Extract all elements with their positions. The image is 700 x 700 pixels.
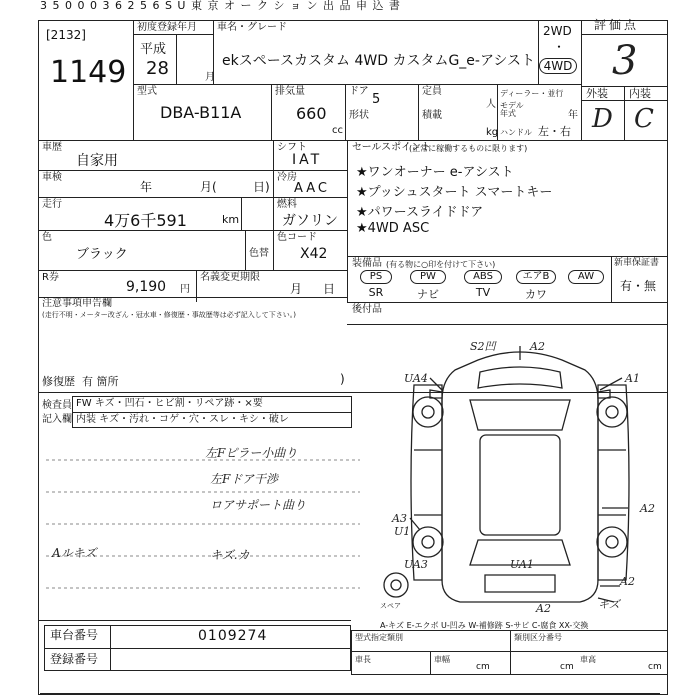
equip-airbag: エアB bbox=[516, 270, 556, 284]
inspection-year-unit: 年 bbox=[140, 180, 153, 194]
equip-leather: カワ bbox=[525, 288, 547, 301]
recycle-unit: 円 bbox=[180, 284, 190, 295]
shift-value: IAT bbox=[292, 152, 323, 168]
exterior-label: 外装 bbox=[586, 87, 608, 100]
interior-value: C bbox=[634, 104, 654, 134]
lot-id: [2132] bbox=[46, 28, 86, 42]
length-unit: cm bbox=[476, 662, 490, 672]
type-label: 型式 bbox=[137, 86, 157, 97]
drive-4wd-circled: 4WD bbox=[539, 58, 577, 74]
color-change-label: 色替 bbox=[249, 248, 269, 259]
post-fit-label: 後付品 bbox=[352, 304, 382, 315]
mileage-value: 4万6千591 bbox=[104, 211, 187, 230]
interior-label: 内装 bbox=[629, 87, 651, 100]
displacement-unit: cc bbox=[332, 125, 343, 136]
displacement-value: 660 bbox=[296, 104, 327, 123]
damage-legend: A-キズ E-エクボ U-凹み W-補修跡 S-サビ C-腐食 XX-交換 bbox=[380, 621, 589, 630]
car-damage-diagram bbox=[370, 330, 668, 620]
capacity-unit: 人 bbox=[486, 99, 496, 110]
usage-label: 車歴 bbox=[42, 142, 62, 153]
type-value: DBA-B11A bbox=[160, 103, 242, 122]
ac-value: AAC bbox=[294, 181, 330, 196]
recycle-label: R券 bbox=[42, 272, 59, 283]
registration-month-unit: 月 bbox=[205, 72, 215, 83]
dealer-label: ディーラー・並行 bbox=[500, 89, 564, 98]
shift-label: シフト bbox=[277, 142, 307, 153]
displacement-label: 排気量 bbox=[275, 86, 305, 97]
handwritten-note-3: ロアサポート曲り bbox=[210, 498, 307, 512]
inspection-label: 車検 bbox=[42, 172, 62, 183]
diagram-label-kizu: キズ bbox=[598, 598, 620, 611]
diagram-label-s2: S2凹 bbox=[470, 340, 496, 353]
load-unit: kg bbox=[486, 127, 499, 138]
registration-number-label: 登録番号 bbox=[50, 652, 99, 666]
diagram-label-a2-rear: A2 bbox=[620, 575, 635, 588]
diagram-label-u1: U1 bbox=[394, 525, 411, 538]
score-value: 3 bbox=[612, 38, 638, 84]
chassis-label: 車台番号 bbox=[50, 628, 99, 642]
doors-value: 5 bbox=[372, 92, 381, 107]
repair-value: 有 箇所 bbox=[82, 375, 119, 388]
usage-value: 自家用 bbox=[76, 153, 118, 169]
top-strip: 3 5 0 0 0 3 6 2 5 6 S U 東 京 オ ー ク シ ョ ン 出 品 申 込 書 bbox=[40, 0, 401, 12]
height-unit: cm bbox=[648, 662, 662, 672]
notice-label: 名義変更期限 bbox=[200, 272, 260, 283]
notice-month: 月 bbox=[290, 282, 303, 296]
diagram-label-ua1: UA1 bbox=[510, 558, 534, 571]
mileage-label: 走行 bbox=[42, 199, 62, 210]
equip-sr: SR bbox=[368, 286, 384, 299]
equip-abs: ABS bbox=[464, 270, 502, 284]
registration-label: 初度登録年月 bbox=[137, 22, 197, 33]
handwritten-note-2: 左Fドア干渉 bbox=[210, 472, 278, 486]
class-number-label: 類別区分番号 bbox=[514, 633, 562, 642]
diagram-label-a1: A1 bbox=[625, 372, 640, 385]
length-label: 車長 bbox=[355, 655, 371, 664]
handwritten-note-1: 左Fピラー小曲り bbox=[205, 446, 298, 460]
registration-era: 平成 bbox=[140, 42, 167, 57]
model-year-unit: 年 bbox=[568, 110, 578, 121]
color-code-label: 色コード bbox=[277, 232, 317, 243]
diagram-label-a2-top: A2 bbox=[530, 340, 545, 353]
equip-pw: PW bbox=[410, 270, 446, 284]
diagram-label-ua3: UA3 bbox=[404, 558, 428, 571]
equip-tv: TV bbox=[475, 286, 491, 299]
diagram-label-a3: A3 bbox=[392, 512, 407, 525]
drive-dot: ・ bbox=[553, 40, 566, 54]
score-label: 評価点 bbox=[594, 18, 640, 32]
inspector-label-1: 検査員 bbox=[42, 400, 72, 411]
fuel-value: ガソリン bbox=[282, 213, 338, 229]
inspector-row-2: 内装 キズ・汚れ・コゲ・穴・スレ・キシ・破レ bbox=[76, 414, 289, 425]
height-label: 車高 bbox=[580, 655, 596, 664]
selling-point-1: ★ワンオーナー e-アシスト bbox=[356, 165, 514, 180]
notice-day: 日 bbox=[323, 282, 336, 296]
handle-value: 左・右 bbox=[538, 125, 571, 138]
exterior-value: D bbox=[592, 104, 613, 134]
warranty-label: 新車保証書 bbox=[614, 258, 660, 268]
handwritten-right-note: キズ.カ bbox=[210, 548, 250, 562]
inspector-label-2: 記入欄 bbox=[42, 414, 72, 425]
mileage-unit: km bbox=[222, 213, 240, 226]
capacity-label: 定員 bbox=[422, 86, 442, 97]
selling-point-4: ★4WD ASC bbox=[356, 221, 430, 236]
chassis-value: 0109274 bbox=[198, 628, 268, 644]
width-unit: cm bbox=[560, 662, 574, 672]
model-year-label: モデル年式 bbox=[500, 101, 524, 118]
repair-label: 修復歴 bbox=[42, 375, 75, 388]
drive-2wd: 2WD bbox=[543, 24, 572, 38]
notes-title: 注意事項申告欄 bbox=[42, 298, 112, 309]
model-name-label: 車名・グレード bbox=[217, 22, 287, 33]
diagram-label-a2-bottom: A2 bbox=[536, 602, 551, 615]
equipment-subtitle: (有る物に○印を付けて下さい) bbox=[386, 260, 496, 269]
selling-point-3: ★パワースライドドア bbox=[356, 205, 484, 220]
equip-navi: ナビ bbox=[417, 288, 439, 301]
lot-number: 1149 bbox=[50, 55, 127, 90]
diagram-label-spare: スペア bbox=[380, 602, 401, 610]
warranty-value: 有・無 bbox=[620, 279, 657, 293]
color-label: 色 bbox=[42, 232, 52, 243]
diagram-label-a2-right: A2 bbox=[640, 502, 655, 515]
handwritten-left-note: Aルキズ bbox=[52, 546, 97, 560]
inspection-month-unit: 月( bbox=[200, 180, 217, 194]
inspector-row-1: FW キズ・凹石・ヒビ割・リペア跡・×要 bbox=[76, 398, 263, 409]
inspection-day-unit: 日) bbox=[253, 180, 270, 194]
repair-close: ) bbox=[340, 372, 345, 386]
equip-aw: AW bbox=[568, 270, 604, 284]
diagram-label-ua4: UA4 bbox=[404, 372, 428, 385]
fuel-label: 燃料 bbox=[277, 199, 297, 210]
doors-label: ドア bbox=[349, 86, 369, 97]
handle-label: ハンドル bbox=[500, 128, 532, 137]
recycle-value: 9,190 bbox=[126, 279, 167, 295]
notes-subtitle: (走行不明・メーター改ざん・冠水車・修復歴・事故歴等は必ず記入して下さい。) bbox=[42, 311, 296, 319]
width-label: 車幅 bbox=[434, 655, 450, 664]
selling-points-title: セールスポイント bbox=[352, 142, 432, 153]
color-value: ブラック bbox=[76, 247, 128, 262]
equipment-title: 装備品 bbox=[352, 258, 382, 269]
selling-points-subtitle: (正常に稼働するものに限ります) bbox=[409, 144, 528, 153]
equip-ps: PS bbox=[360, 270, 392, 284]
model-name-value: ekスペースカスタム 4WD カスタムG_e-アシスト bbox=[222, 53, 535, 69]
registration-year: 28 bbox=[146, 58, 169, 79]
ac-label: 冷房 bbox=[277, 172, 297, 183]
load-label: 積載 bbox=[422, 110, 442, 121]
spec-label: 型式指定類別 bbox=[355, 633, 403, 642]
color-code-value: X42 bbox=[300, 246, 328, 262]
shape-label: 形状 bbox=[349, 110, 369, 121]
selling-point-2: ★プッシュスタート スマートキー bbox=[356, 185, 553, 200]
